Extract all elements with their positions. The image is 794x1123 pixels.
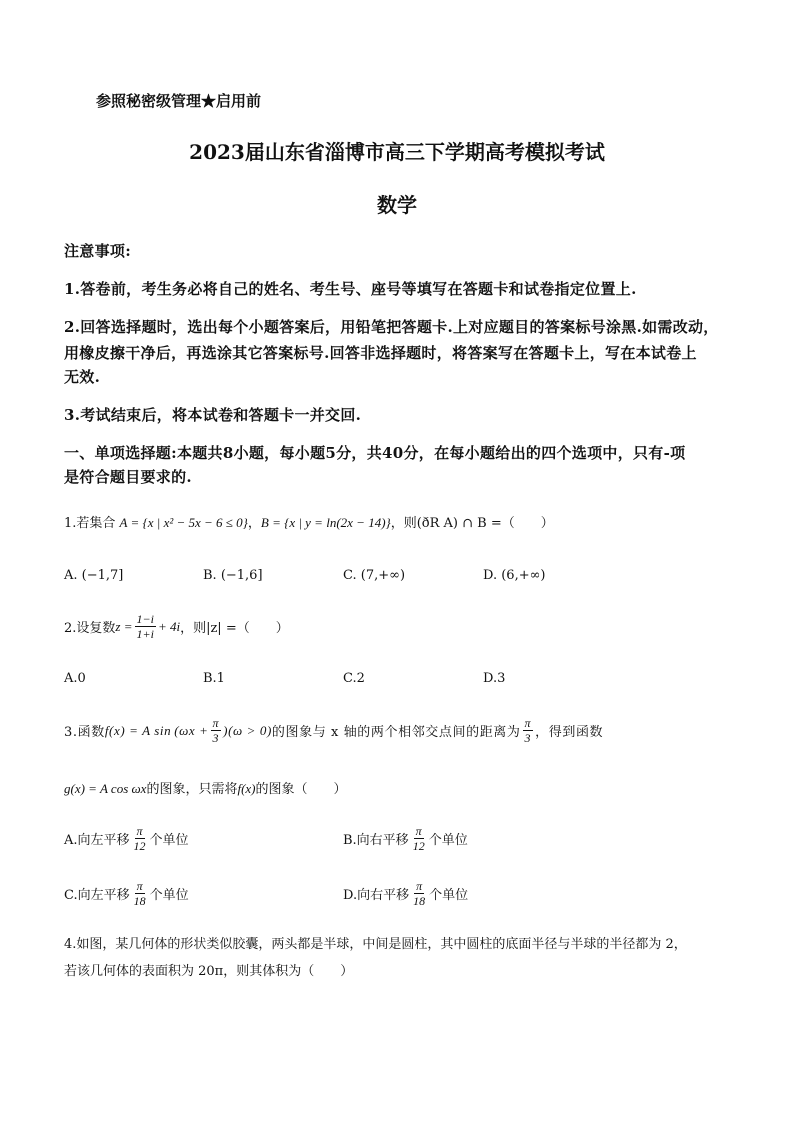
question-3-option-b-numerator: π [415,824,422,838]
question-3-phase-fraction [211,716,222,745]
notice-item-2-line-3: 无效. [64,368,101,386]
question-3-f-ref: f(x) [237,781,256,796]
page-title: 2023届山东省淄博市高三下学期高考模拟考试 [189,140,605,164]
question-3-inner-left: (ωx + [174,722,209,738]
question-1-option-b: B. (−1,6] [203,568,263,583]
question-3-option-b-suffix: 个单位 [428,833,468,848]
question-1-stem [64,512,554,531]
question-3-line-2-text: 的图象，只需将 [146,782,238,797]
question-1-prefix: 1.若集合 [64,516,120,531]
question-1-suffix: ，则(ðR A) ∩ B =（ ） [390,516,554,531]
section-heading-line-1: 一、单项选择题:本题共8小题，每小题5分，共40分，在每小题给出的四个选项中，只有-项 [64,444,686,462]
question-1-comma: ， [247,516,261,531]
question-3-option-a [64,824,189,853]
question-4-line-1: 4.如图，某几何体的形状类似胶囊，两头都是半球，中间是圆柱，其中圆柱的底面半径与半球的半径都为 2， [64,937,687,952]
question-2-prefix: 2.设复数 [64,621,116,636]
question-1-option-c: C. (7,+∞) [343,568,406,583]
question-4-line-2: 若该几何体的表面积为 20π，则其体积为（ ） [64,964,354,979]
question-3-distance-denominator: 3 [524,731,532,745]
confidential-label: 参照秘密级管理★启用前 [96,92,262,110]
question-3-option-d-suffix: 个单位 [429,888,469,903]
question-2-fraction [135,612,156,641]
notice-item-1: 1.答卷前，考生务必将自己的姓名、考生号、座号等填写在答题卡和试卷指定位置上. [64,280,637,298]
question-3-distance-fraction [523,716,534,745]
question-3-option-b-denominator: 12 [412,839,425,853]
question-1-option-a: A. (−1,7] [64,568,124,583]
question-2-stem [64,612,289,641]
notice-heading: 注意事项: [64,242,132,260]
question-3-option-d-prefix: D.向右平移 [343,888,410,903]
question-3-option-a-prefix: A.向左平移 [64,833,130,848]
question-1-set-a: A = {x | x² − 5x − 6 ≤ 0} [119,515,248,530]
subject-title: 数学 [377,193,417,217]
question-2-fraction-numerator: 1−i [136,612,154,626]
question-3-prefix: 3.函数 [64,725,105,740]
question-3-line-2-tail: 的图象（ ） [255,782,347,797]
question-3-stem-line-2 [64,778,347,797]
question-3-option-d-denominator: 18 [413,894,426,908]
question-3-option-a-numerator: π [136,824,143,838]
question-1-option-d: D. (6,+∞) [483,568,546,583]
question-3-function: f(x) = A sin [104,722,172,738]
question-3-phase-denominator: 3 [212,731,220,745]
question-3-option-c [64,879,189,908]
question-3-option-c-denominator: 18 [133,894,146,908]
question-3-option-c-fraction [132,879,148,908]
question-3-option-c-suffix: 个单位 [149,888,189,903]
notice-item-2-line-2: 用橡皮擦干净后，再选涂其它答案标号.回答非选择题时，将答案写在答题卡上，写在本试卷上 [64,344,697,362]
question-3-option-c-numerator: π [136,879,143,893]
question-3-option-d [343,879,468,908]
question-3-option-c-prefix: C.向左平移 [64,888,130,903]
question-3-option-b [343,824,468,853]
question-2-z-eq: z = [115,618,133,634]
question-2-fraction-denominator: 1+i [136,627,154,641]
question-1-set-b: B = {x | y = ln(2x − 14)} [260,515,391,530]
question-3-g-function: g(x) = A cos ωx [64,781,147,796]
question-3-option-d-numerator: π [416,879,423,893]
question-3-option-b-prefix: B.向右平移 [343,833,409,848]
question-2-option-a: A.0 [64,671,86,686]
question-3-distance-numerator: π [524,716,532,730]
question-3-middle-text: 的图象与 x 轴的两个相邻交点间的距离为 [271,725,521,740]
question-3-option-d-fraction [411,879,427,908]
question-3-option-a-fraction [132,824,148,853]
question-3-option-a-denominator: 12 [133,839,146,853]
question-2-suffix: ，则|z| =（ ） [180,621,289,636]
question-2-plus-term: + 4i [157,618,181,634]
question-3-option-b-fraction [411,824,427,853]
question-3-tail: ，得到函数 [535,725,604,740]
question-2-option-c: C.2 [343,671,365,686]
question-3-inner-right: )(ω > 0) [223,722,272,738]
question-3-phase-numerator: π [212,716,220,730]
notice-item-3: 3.考试结束后，将本试卷和答题卡一并交回. [64,406,362,424]
question-2-option-d: D.3 [483,671,506,686]
section-heading-line-2: 是符合题目要求的. [64,468,192,486]
question-3-option-a-suffix: 个单位 [149,833,189,848]
notice-item-2-line-1: 2.回答选择题时，选出每个小题答案后，用铅笔把答题卡.上对应题目的答案标号涂黑.如需改动， [64,318,719,336]
question-3-stem-line-1 [64,716,603,745]
question-2-option-b: B.1 [203,671,225,686]
